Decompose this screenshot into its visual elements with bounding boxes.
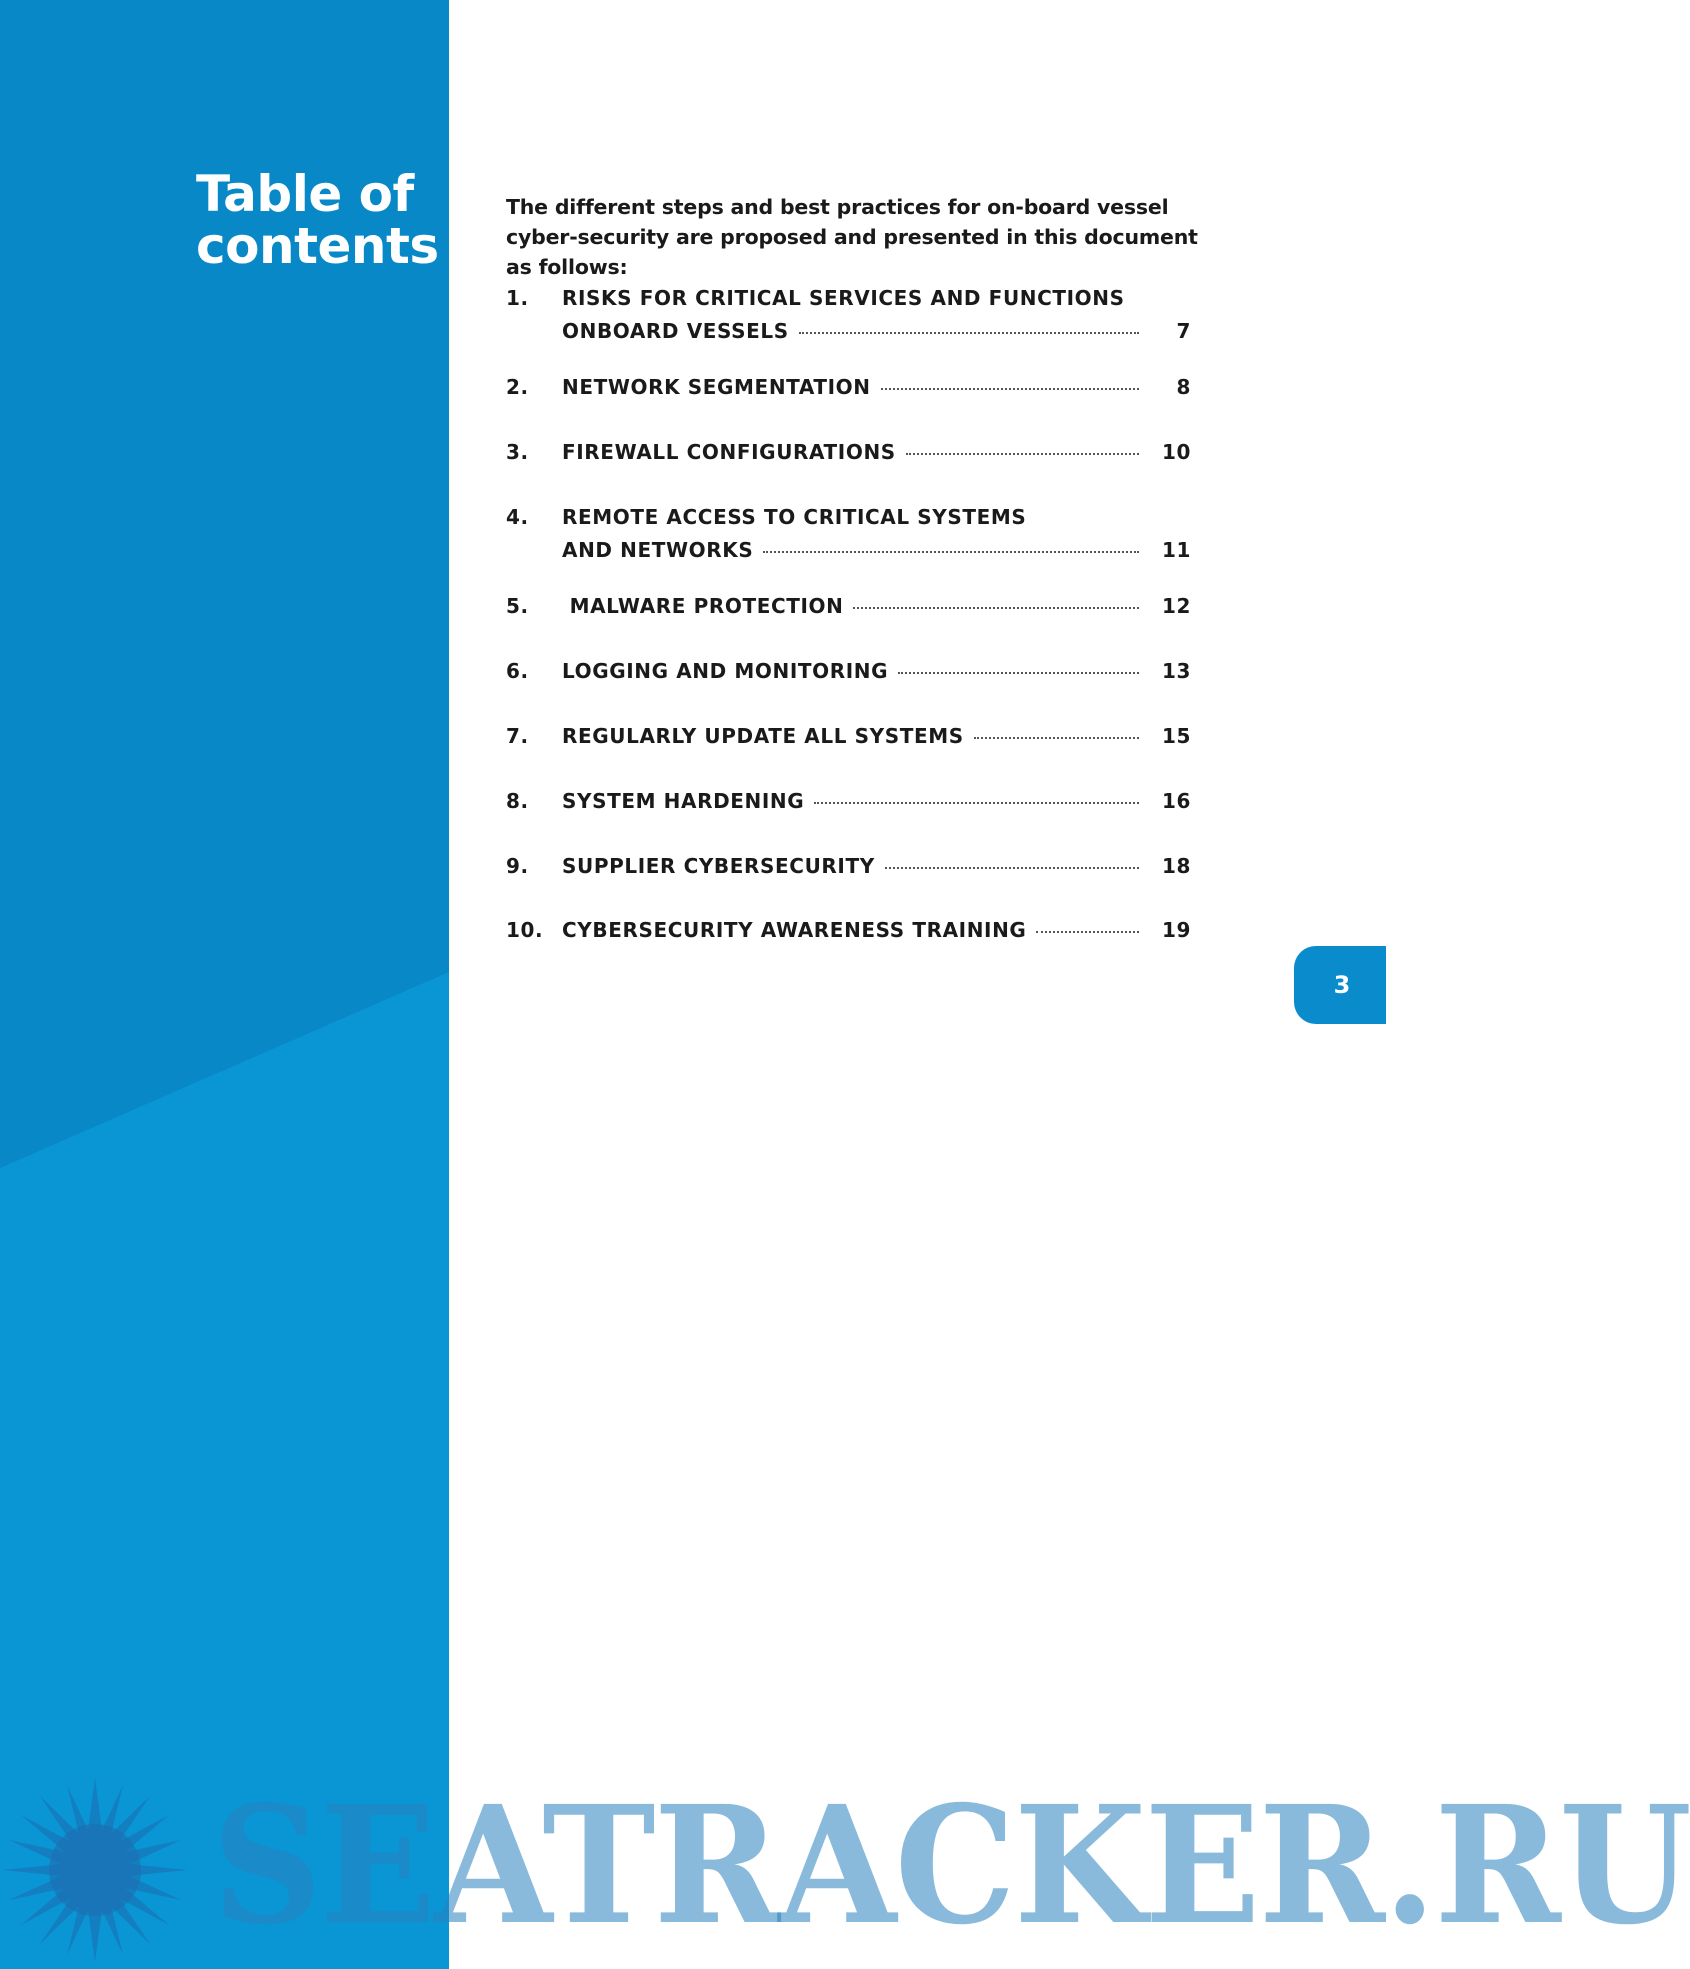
toc-entry-number: 3. [506, 440, 529, 464]
watermark-text: SEATRACKER.RU [212, 1771, 1690, 1961]
toc-entry-page: 19 [1161, 918, 1191, 942]
dot-leader [814, 802, 1139, 804]
toc-entry-number: 1. [506, 286, 529, 310]
toc-entry-page: 8 [1176, 375, 1191, 399]
toc-entry-page: 15 [1161, 724, 1191, 748]
toc-entry-page: 18 [1161, 854, 1191, 878]
toc-entry-title: SYSTEM HARDENING [562, 789, 805, 813]
toc-entry-title: LOGGING AND MONITORING [562, 659, 889, 683]
dot-leader [885, 867, 1139, 869]
toc-entry-title: MALWARE PROTECTION [562, 594, 844, 618]
toc-list [506, 286, 1191, 942]
toc-entry-number: 4. [506, 505, 529, 529]
toc-entry-page: 12 [1161, 594, 1191, 618]
dot-leader [853, 607, 1139, 609]
page-title: Table of contents [196, 165, 439, 275]
sidebar-diagonal-shade [0, 0, 449, 1969]
intro-paragraph: The different steps and best practices for on-board vessel cyber-security are proposed and presented in this document as follows: [506, 195, 1198, 279]
toc-entry[interactable] [506, 659, 1191, 683]
toc-entry[interactable] [506, 789, 1191, 813]
toc-entry[interactable] [506, 375, 1191, 399]
toc-entry[interactable] [506, 724, 1191, 748]
dot-leader [898, 672, 1139, 674]
page-number-tab: 3 [1294, 946, 1386, 1024]
toc-entry[interactable] [506, 854, 1191, 878]
toc-entry[interactable] [506, 505, 1191, 562]
toc-entry-title: ONBOARD VESSELS [562, 319, 789, 343]
toc-entry-title: AND NETWORKS [562, 538, 754, 562]
toc-entry[interactable] [506, 286, 1191, 343]
toc-entry-number: 6. [506, 659, 529, 683]
dot-leader [799, 332, 1139, 334]
dot-leader [1036, 931, 1139, 933]
toc-entry-title-line1: REMOTE ACCESS TO CRITICAL SYSTEMS [562, 505, 1027, 529]
sidebar-panel [0, 0, 449, 1969]
toc-entry-title-line1: RISKS FOR CRITICAL SERVICES AND FUNCTIONS [562, 286, 1125, 310]
toc-entry-title: NETWORK SEGMENTATION [562, 375, 871, 399]
dot-leader [763, 551, 1139, 553]
toc-entry-title: SUPPLIER CYBERSECURITY [562, 854, 875, 878]
toc-entry-number: 10. [506, 918, 544, 942]
toc-entry-page: 10 [1161, 440, 1191, 464]
toc-entry-number: 9. [506, 854, 529, 878]
toc-entry-page: 16 [1161, 789, 1191, 813]
toc-entry-page: 11 [1161, 538, 1191, 562]
toc-entry-title: REGULARLY UPDATE ALL SYSTEMS [562, 724, 964, 748]
toc-entry-number: 7. [506, 724, 529, 748]
toc-entry-title: CYBERSECURITY AWARENESS TRAINING [562, 918, 1027, 942]
toc-entry[interactable] [506, 440, 1191, 464]
toc-entry-page: 13 [1161, 659, 1191, 683]
toc-entry-title: FIREWALL CONFIGURATIONS [562, 440, 896, 464]
toc-entry-number: 8. [506, 789, 529, 813]
dot-leader [906, 453, 1139, 455]
toc-entry-page: 7 [1176, 319, 1191, 343]
toc-entry[interactable] [506, 594, 1191, 618]
toc-entry-number: 2. [506, 375, 529, 399]
toc-entry[interactable] [506, 918, 1191, 942]
dot-leader [881, 388, 1139, 390]
toc-entry-number: 5. [506, 594, 529, 618]
dot-leader [974, 737, 1139, 739]
